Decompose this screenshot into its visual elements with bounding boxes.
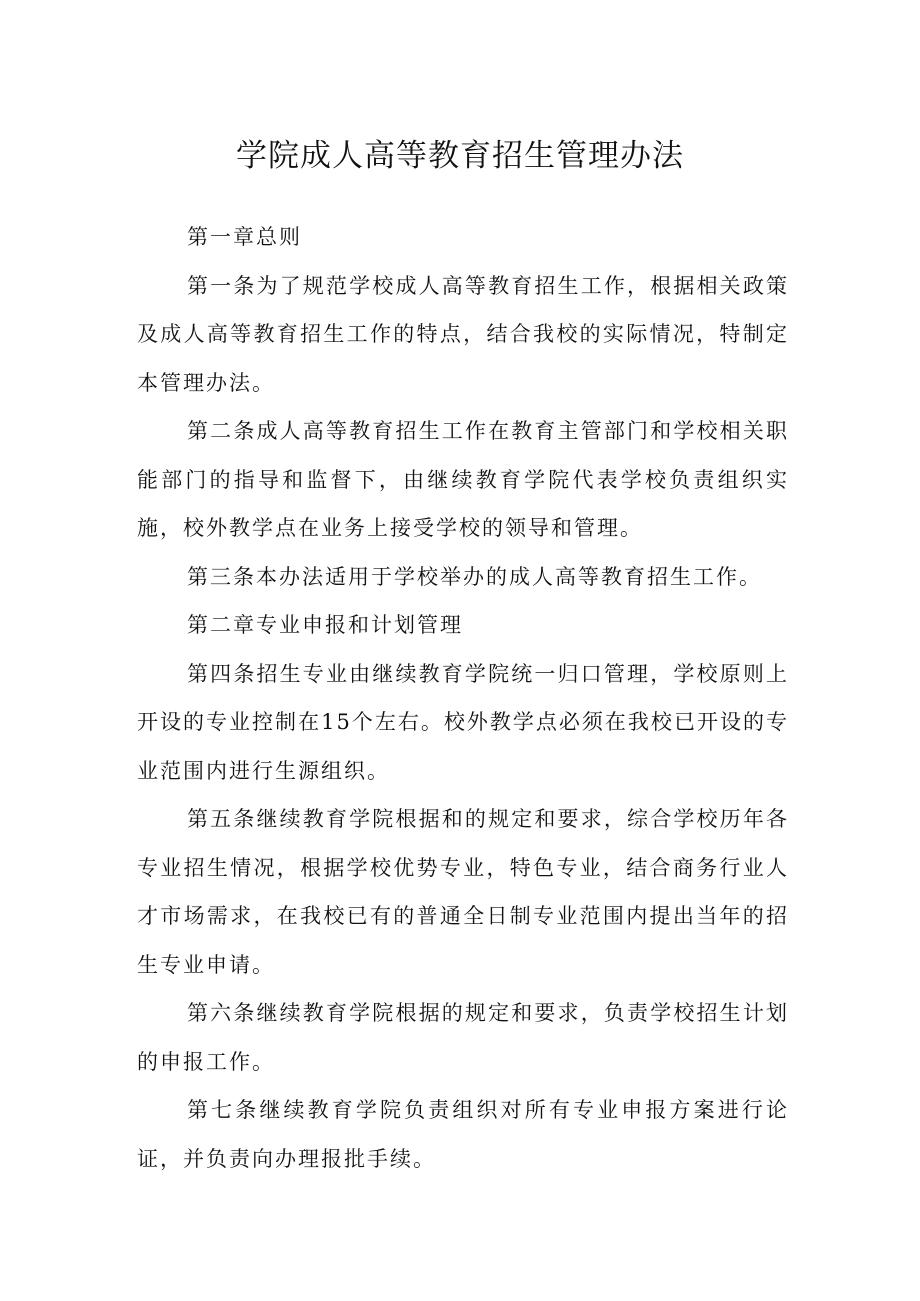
document-body (137, 213, 789, 1183)
chapter-heading-1: 第一章总则 (187, 225, 302, 249)
article-7: 第七条继续教育学院负责组织对所有专业申报方案进行论证，并负责向办理报批手续。 (137, 1098, 789, 1171)
article-4: 第四条招生专业由继续教育学院统一归口管理，学校原则上开设的专业控制在15个左右。校外教学点必须在我校已开设的专业范围内进行生源组织。 (137, 661, 789, 783)
article-5: 第五条继续教育学院根据和的规定和要求，综合学校历年各专业招生情况，根据学校优势专业，特色专业，结合商务行业人才市场需求，在我校已有的普通全日制专业范围内提出当年的招生专业申请。 (137, 807, 789, 977)
article-2: 第二条成人高等教育招生工作在教育主管部门和学校相关职能部门的指导和监督下，由继续教育学院代表学校负责组织实施，校外教学点在业务上接受学校的领导和管理。 (137, 419, 789, 540)
document-title: 学院成人高等教育招生管理办法 (236, 138, 684, 174)
article-3: 第三条本办法适用于学校举办的成人高等教育招生工作。 (187, 564, 762, 589)
chapter-heading-2: 第二章专业申报和计划管理 (187, 613, 463, 637)
article-6: 第六条继续教育学院根据的规定和要求，负责学校招生计划的申报工作。 (137, 1001, 789, 1074)
article-1: 第一条为了规范学校成人高等教育招生工作，根据相关政策及成人高等教育招生工作的特点，结合我校的实际情况，特制定本管理办法。 (137, 273, 789, 395)
